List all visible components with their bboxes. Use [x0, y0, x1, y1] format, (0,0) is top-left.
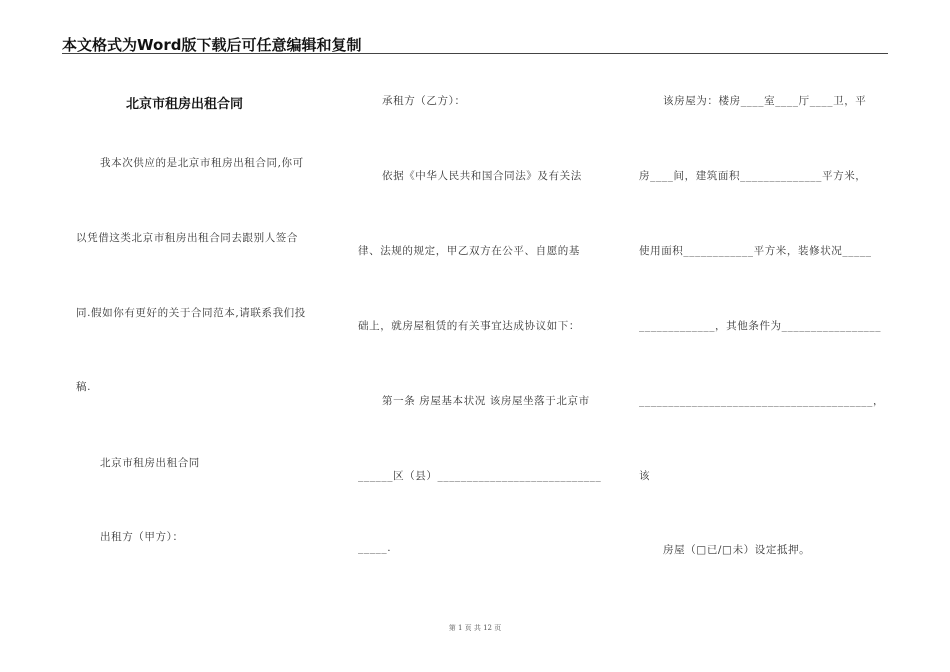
document-title: 北京市租房出租合同 [126, 97, 244, 112]
header-rule [62, 53, 888, 54]
intro-line-4: 稿. [76, 381, 92, 393]
lessee-label: 承租方（乙方）： [382, 95, 466, 107]
usable-area-line: 使用面积____________平方米，装修状况_____ [639, 245, 872, 257]
building-area-line: 房____间，建筑面积______________平方米， [639, 170, 867, 182]
article-1-line: 第一条 房屋基本状况 该房屋坐落于北京市 [382, 395, 590, 407]
other-conditions-line: _____________，其他条件为_________________ [639, 320, 882, 332]
intro-line-3: 同.假如你有更好的关于合同范本,请联系我们投 [76, 307, 306, 319]
intro-line-2: 以凭借这类北京市租房出租合同去跟别人签合 [76, 232, 298, 244]
law-line-1: 依据《中华人民共和国合同法》及有关法 [382, 170, 582, 182]
contract-subtitle: 北京市租房出租合同 [100, 457, 200, 469]
header-banner: 本文格式为Word版下载后可任意编辑和复制 [62, 36, 362, 54]
lessor-label: 出租方（甲方）： [100, 531, 184, 543]
page-footer: 第 1 页 共 12 页 [448, 624, 502, 632]
district-line: ______区（县）____________________________ [358, 470, 602, 482]
law-line-2: 律、法规的规定，甲乙双方在公平、自愿的基 [358, 245, 580, 257]
intro-line-1: 我本次供应的是北京市租房出租合同,你可 [100, 157, 304, 169]
law-line-3: 础上，就房屋租赁的有关事宜达成协议如下： [358, 320, 580, 332]
end-line: _____. [358, 542, 392, 554]
mortgage-line: 房屋（□已/□未）设定抵押。 [663, 544, 811, 556]
gai-line: 该 [639, 470, 651, 482]
blank-line: ________________________________________， [639, 395, 885, 407]
house-type-line: 该房屋为：楼房____室____厅____卫，平 [663, 95, 867, 107]
